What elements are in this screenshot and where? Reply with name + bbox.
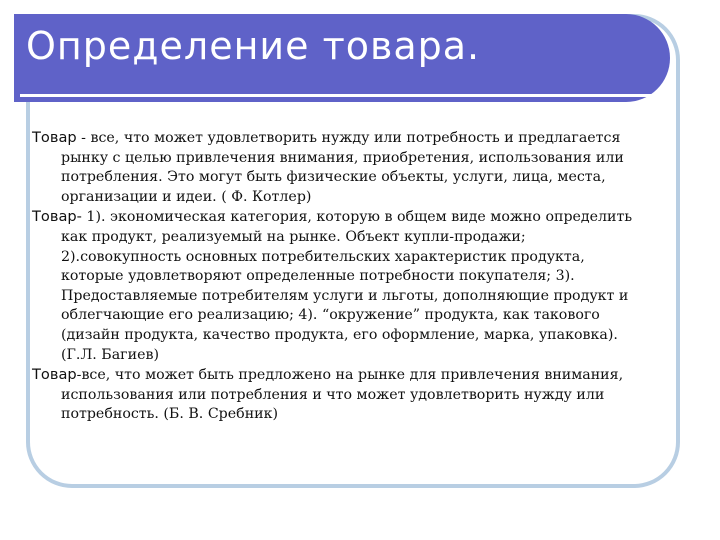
definition-kotler	[32, 128, 644, 207]
definition-term: Товар	[32, 129, 77, 146]
definition-text: 1). экономическая категория, которую в общем виде можно определить как продукт, реализуемый на рынке. Объект купли-продажи; 2).совокупность основных потребительских характеристик продукта, которые удовлетворяют определенные потребности покупателя; 3). Предоставляемые потребителям услуги и льготы, дополняющие продукт и облегчающие его реализацию; 4). “окружение” продукта, как таковогo (дизайн продукта, качество продукта, его оформление, марка, упаковка). (Г.Л. Багиев)	[61, 209, 633, 363]
title-underline	[20, 94, 666, 97]
definition-term: Товар-	[32, 208, 82, 226]
slide-content	[32, 128, 644, 425]
definition-term: Товар	[32, 366, 77, 384]
definition-text: -все, что может быть предложено на рынке для привлечения внимания, использования или потребления и что может удовлетворить нужду или потребность. (Б. В. Сребник)	[61, 367, 624, 423]
definition-text: - все, что может удовлетворить нужду или потребность и предлагается рынку с целью привлечения внимания, приобретения, использования или потребления. Это могут быть физические объекты, услуги, лица, места, организации и идеи. ( Ф. Котлер)	[61, 130, 624, 205]
slide-title: Определение товара.	[26, 24, 481, 68]
definition-srebnik	[32, 365, 644, 425]
definition-bagiev	[32, 207, 644, 365]
